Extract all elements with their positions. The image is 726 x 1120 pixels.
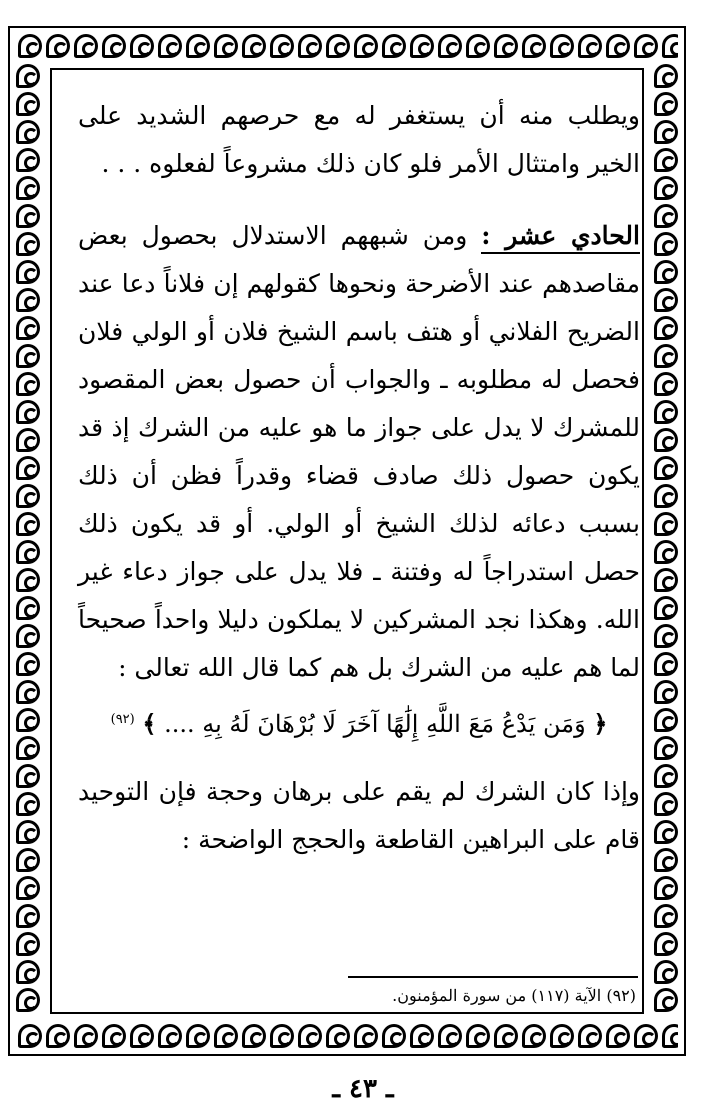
ornament-knot-icon: [382, 34, 406, 58]
ornament-knot-icon: [16, 624, 40, 648]
ornament-knot-icon: [654, 260, 678, 284]
ornament-knot-icon: [326, 34, 350, 58]
ornament-knot-icon: [16, 932, 40, 956]
ornament-knot-icon: [102, 1024, 126, 1048]
ornament-knot-icon: [606, 1024, 630, 1048]
page-body: [78, 92, 640, 864]
ornament-knot-icon: [654, 848, 678, 872]
ornament-knot-icon: [654, 484, 678, 508]
ornament-knot-icon: [16, 204, 40, 228]
ornament-knot-icon: [16, 764, 40, 788]
ornament-knot-icon: [46, 1024, 70, 1048]
frame-border-left: [14, 62, 42, 1020]
ornament-knot-icon: [382, 1024, 406, 1048]
ornament-knot-icon: [242, 34, 266, 58]
section-heading: الحادي عشر :: [481, 221, 640, 254]
ornament-knot-icon: [298, 34, 322, 58]
ornament-knot-icon: [158, 34, 182, 58]
ornament-knot-icon: [550, 1024, 574, 1048]
ornament-knot-icon: [654, 680, 678, 704]
ornament-knot-icon: [494, 34, 518, 58]
ornament-knot-icon: [16, 708, 40, 732]
ornament-knot-icon: [550, 34, 574, 58]
ornament-knot-icon: [18, 1024, 42, 1048]
ornament-knot-icon: [16, 260, 40, 284]
ornament-knot-icon: [270, 1024, 294, 1048]
ornament-knot-icon: [130, 1024, 154, 1048]
ornament-knot-icon: [16, 64, 40, 88]
ornament-knot-icon: [654, 316, 678, 340]
ornament-knot-icon: [186, 34, 210, 58]
ornament-knot-icon: [494, 1024, 518, 1048]
ornament-knot-icon: [16, 540, 40, 564]
ornament-knot-icon: [654, 92, 678, 116]
paragraph-eleventh-text: ومن شبههم الاستدلال بحصول بعض مقاصدهم عند الأضرحة ونحوها كقولهم إن فلاناً دعا عند الضريح الفلاني أو هتف باسم الشيخ فلان أو الولي فلان فحصل له مطلوبه ـ والجواب أن حصول بعض المقصود للمشرك لا يدل على جواز ما هو عليه من الشرك إذ قد يكون حصول ذلك صادف قضاء وقدراً فظن أن ذلك بسبب دعائه لذلك الشيخ أو الولي. أو قد يكون ذلك حصل استدراجاً له وفتنة ـ فلا يدل على جواز دعاء غير الله. وهكذا نجد المشركين لا يملكون دليلا واحداً صحيحاً لما هم عليه من الشرك بل هم كما قال الله تعالى :: [78, 221, 640, 682]
ornament-knot-icon: [654, 792, 678, 816]
ornament-knot-icon: [16, 680, 40, 704]
ornament-knot-icon: [354, 1024, 378, 1048]
ornament-knot-icon: [654, 64, 678, 88]
ornament-knot-icon: [186, 1024, 210, 1048]
paragraph-conclusion: وإذا كان الشرك لم يقم على برهان وحجة فإن التوحيد قام على البراهين القاطعة والحجج الواضحة :: [78, 777, 640, 854]
quran-verse: وَمَن يَدْعُ مَعَ اللَّهِ إِلَٰهًا آخَرَ لَا بُرْهَانَ لَهُ بِهِ ....: [164, 710, 586, 738]
ornament-knot-icon: [654, 624, 678, 648]
footnote-reference[interactable]: (٩٢): [110, 712, 135, 727]
page-number: ـ ٤٣ ـ: [332, 1074, 394, 1104]
ornament-knot-icon: [654, 876, 678, 900]
ornament-knot-icon: [326, 1024, 350, 1048]
frame-border-right: [652, 62, 680, 1020]
ornament-knot-icon: [654, 400, 678, 424]
ornament-knot-icon: [16, 344, 40, 368]
ornament-knot-icon: [654, 512, 678, 536]
quran-quote: [78, 696, 640, 748]
ornament-knot-icon: [662, 34, 678, 58]
ornament-knot-icon: [16, 848, 40, 872]
ornament-knot-icon: [654, 540, 678, 564]
ornament-knot-icon: [654, 456, 678, 480]
ornament-knot-icon: [522, 1024, 546, 1048]
ornament-knot-icon: [634, 1024, 658, 1048]
ornament-knot-icon: [74, 34, 98, 58]
ornament-knot-icon: [102, 34, 126, 58]
quran-close-bracket: ﴾: [142, 709, 157, 738]
ornament-knot-icon: [654, 344, 678, 368]
ornament-knot-icon: [16, 960, 40, 984]
ornament-knot-icon: [654, 288, 678, 312]
ornament-knot-icon: [654, 372, 678, 396]
ornament-knot-icon: [74, 1024, 98, 1048]
ornament-knot-icon: [18, 34, 42, 58]
frame-border-top: [16, 32, 678, 60]
ornament-knot-icon: [16, 232, 40, 256]
ornament-knot-icon: [16, 92, 40, 116]
ornament-knot-icon: [654, 204, 678, 228]
ornament-knot-icon: [130, 34, 154, 58]
ornament-knot-icon: [16, 456, 40, 480]
ornament-knot-icon: [214, 1024, 238, 1048]
ornament-knot-icon: [654, 176, 678, 200]
ornament-knot-icon: [16, 904, 40, 928]
ornament-knot-icon: [16, 652, 40, 676]
ornament-knot-icon: [654, 904, 678, 928]
ornament-knot-icon: [214, 34, 238, 58]
ornament-knot-icon: [634, 34, 658, 58]
ornament-knot-icon: [410, 1024, 434, 1048]
ornament-knot-icon: [298, 1024, 322, 1048]
ornament-knot-icon: [16, 148, 40, 172]
ornament-knot-icon: [654, 148, 678, 172]
ornament-knot-icon: [16, 484, 40, 508]
ornament-knot-icon: [654, 596, 678, 620]
ornament-knot-icon: [16, 820, 40, 844]
paragraph-eleventh: [78, 212, 640, 692]
ornament-knot-icon: [654, 820, 678, 844]
ornament-knot-icon: [16, 512, 40, 536]
ornament-knot-icon: [578, 34, 602, 58]
paragraph-continuation: ويطلب منه أن يستغفر له مع حرصهم الشديد على الخير وامتثال الأمر فلو كان ذلك مشروعاً لفعلوه . . .: [78, 101, 640, 178]
ornament-knot-icon: [654, 932, 678, 956]
ornament-knot-icon: [578, 1024, 602, 1048]
ornament-knot-icon: [654, 764, 678, 788]
ornament-knot-icon: [654, 652, 678, 676]
ornament-knot-icon: [16, 316, 40, 340]
ornament-knot-icon: [466, 1024, 490, 1048]
ornament-knot-icon: [16, 372, 40, 396]
ornament-knot-icon: [16, 428, 40, 452]
ornament-knot-icon: [16, 176, 40, 200]
footnote-divider: [348, 976, 638, 978]
ornament-knot-icon: [466, 34, 490, 58]
quran-open-bracket: ﴿: [593, 709, 608, 738]
ornament-knot-icon: [654, 120, 678, 144]
ornament-knot-icon: [438, 34, 462, 58]
ornament-knot-icon: [16, 596, 40, 620]
ornament-knot-icon: [654, 736, 678, 760]
ornament-knot-icon: [16, 120, 40, 144]
ornament-knot-icon: [16, 400, 40, 424]
ornament-knot-icon: [16, 568, 40, 592]
ornament-knot-icon: [158, 1024, 182, 1048]
ornament-knot-icon: [16, 988, 40, 1012]
ornament-knot-icon: [270, 34, 294, 58]
ornament-knot-icon: [16, 792, 40, 816]
ornament-knot-icon: [662, 1024, 678, 1048]
ornament-knot-icon: [606, 34, 630, 58]
ornament-knot-icon: [654, 988, 678, 1012]
footnote: (٩٢) الآية (١١٧) من سورة المؤمنون.: [392, 986, 636, 1005]
ornament-knot-icon: [46, 34, 70, 58]
ornament-knot-icon: [242, 1024, 266, 1048]
ornament-knot-icon: [654, 708, 678, 732]
ornament-knot-icon: [16, 736, 40, 760]
ornament-knot-icon: [654, 428, 678, 452]
ornament-knot-icon: [410, 34, 434, 58]
frame-border-bottom: [16, 1022, 678, 1050]
ornament-knot-icon: [654, 960, 678, 984]
ornament-knot-icon: [16, 876, 40, 900]
ornament-knot-icon: [438, 1024, 462, 1048]
ornament-knot-icon: [654, 232, 678, 256]
ornament-knot-icon: [654, 568, 678, 592]
ornament-knot-icon: [354, 34, 378, 58]
ornament-knot-icon: [522, 34, 546, 58]
ornament-knot-icon: [16, 288, 40, 312]
